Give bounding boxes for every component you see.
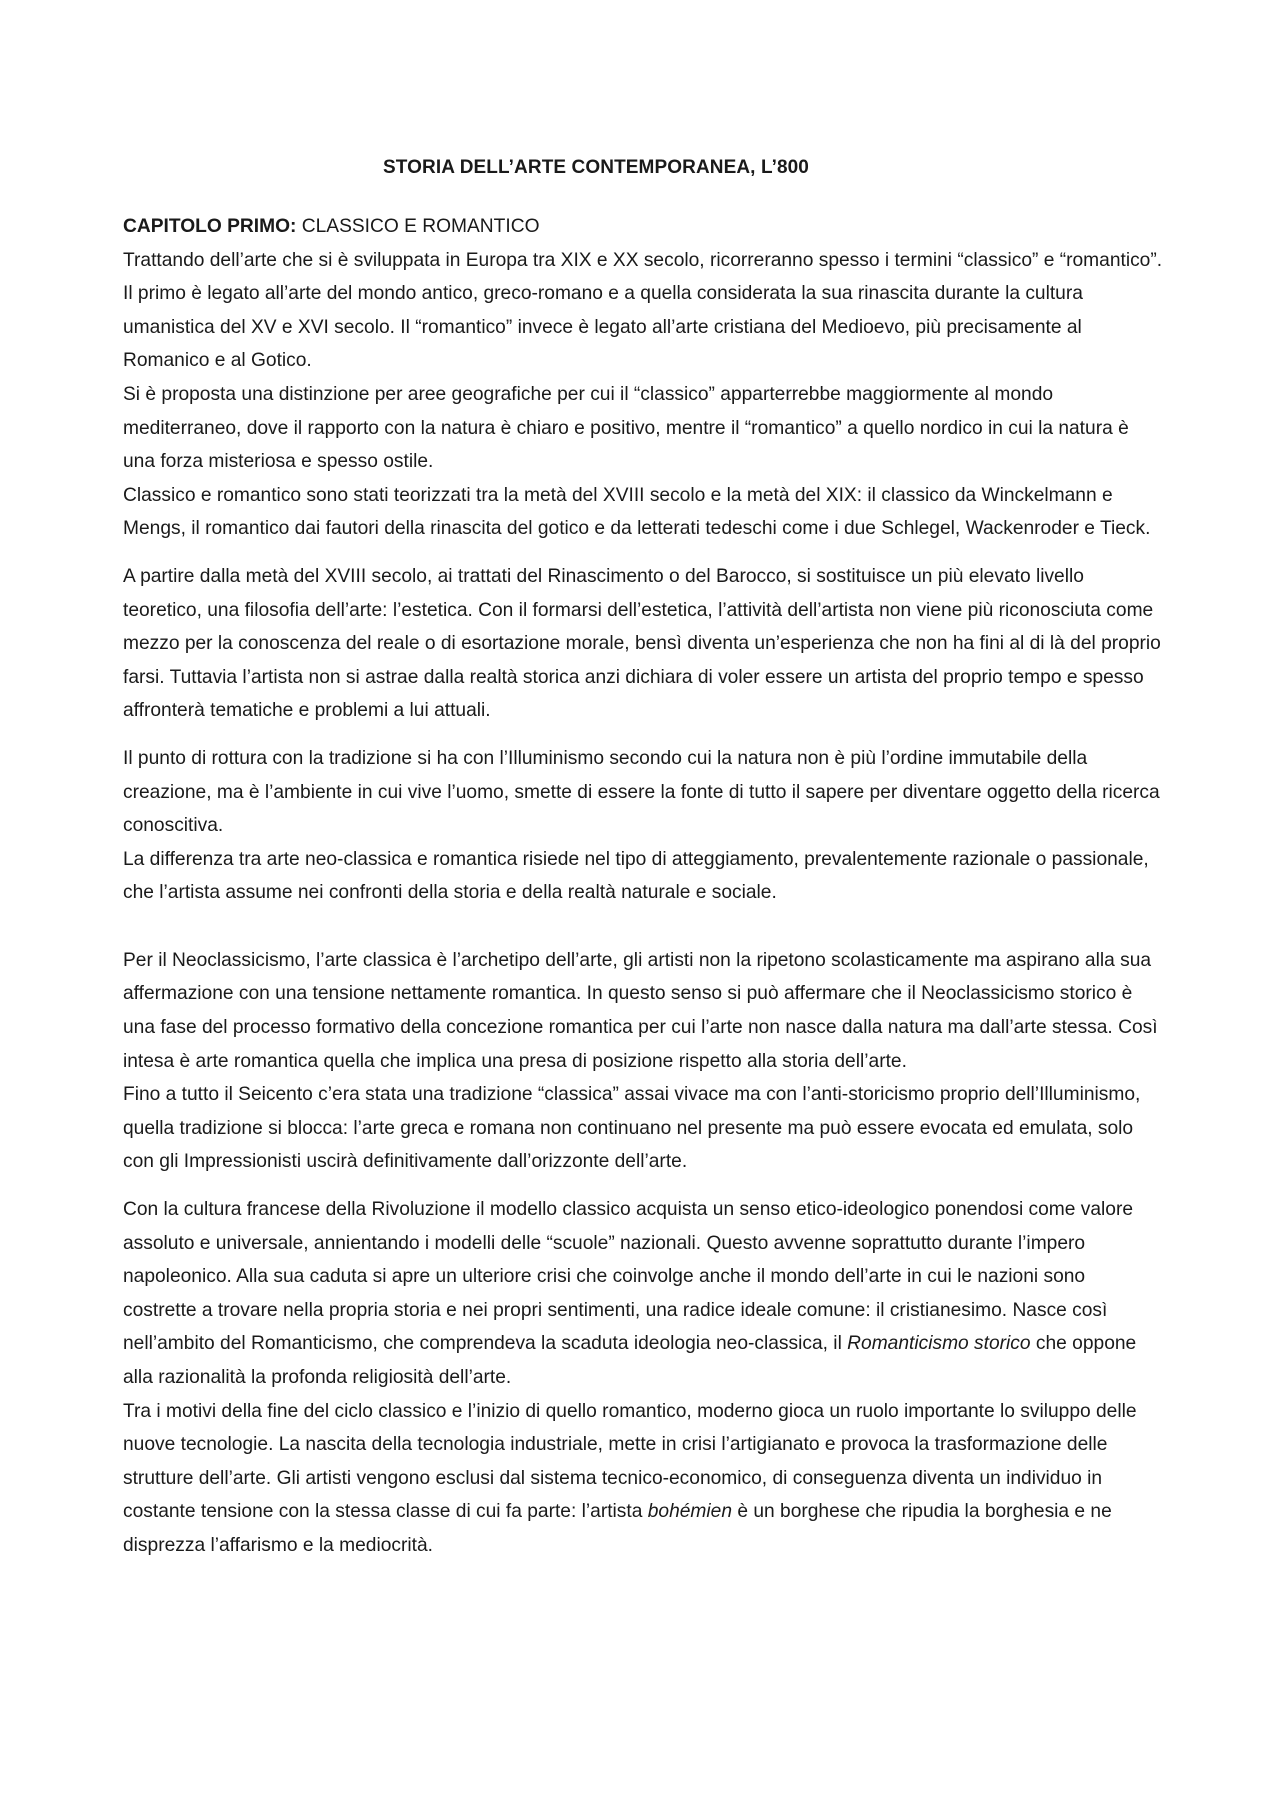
- paragraph: Trattando dell’arte che si è sviluppata in Europa tra XIX e XX secolo, ricorreranno spesso i termini “classico” e “romantico”. Il primo è legato all’arte del mondo antico, greco-romano e a quella considerata la sua rinascita durante la cultura umanistica del XV e XVI secolo. Il “romantico” invece è legato all’arte cristiana del Medioevo, più precisamente al Romanico e al Gotico.: [123, 249, 1163, 372]
- paragraph: Si è proposta una distinzione per aree geografiche per cui il “classico” apparterrebbe maggiormente al mondo mediterraneo, dove il rapporto con la natura è chiaro e positivo, mentre il “romantico” a quello nordico in cui la natura è una forza misteriosa e spesso ostile.: [123, 383, 1129, 473]
- paragraph-text: che oppone alla razionalità la profonda religiosità dell’arte.: [123, 1333, 1137, 1388]
- chapter-heading: [123, 210, 1163, 244]
- chapter-name: CLASSICO E ROMANTICO: [301, 216, 540, 237]
- paragraph: Classico e romantico sono stati teorizzati tra la metà del XVIII secolo e la metà del XIX: il classico da Winckelmann e Mengs, il romantico dai fautori della rinascita del gotico e da letterati tedeschi come i due Schlegel, Wackenroder e Tieck.: [123, 484, 1151, 540]
- paragraph: Il punto di rottura con la tradizione si ha con l’Illuminismo secondo cui la natura non è più l’ordine immutabile della creazione, ma è l’ambiente in cui vive l’uomo, smette di essere la fonte di tutto il sapere per diventare oggetto della ricerca conoscitiva.: [123, 747, 1160, 837]
- document-title: STORIA DELL’ARTE CONTEMPORANEA, L’800: [383, 157, 809, 178]
- document-body: [123, 210, 1163, 1563]
- chapter-label: CAPITOLO PRIMO:: [123, 216, 297, 237]
- paragraph: La differenza tra arte neo-classica e romantica risiede nel tipo di atteggiamento, prevalentemente razionale o passionale, che l’artista assume nei confronti della storia e della realtà naturale e sociale.: [123, 848, 1149, 904]
- paragraph: [123, 1395, 1163, 1563]
- paragraph: Fino a tutto il Seicento c’era stata una tradizione “classica” assai vivace ma con l’anti-storicismo proprio dell’Illuminismo, quella tradizione si blocca: l’arte greca e romana non continuano nel presente ma può essere evocata ed emulata, solo con gli Impressionisti uscirà definitivamente dall’orizzonte dell’arte.: [123, 1084, 1141, 1173]
- paragraph-text: è un borghese che ripudia la borghesia e ne disprezza l’affarismo e la mediocrità.: [123, 1501, 1112, 1556]
- paragraph: A partire dalla metà del XVIII secolo, ai trattati del Rinascimento o del Barocco, si sostituisce un più elevato livello teoretico, una filosofia dell’arte: l’estetica. Con il formarsi dell’estetica, l’attività dell’artista non viene più riconosciuta come mezzo per la conoscenza del reale o di esortazione morale, bensì diventa un’esperienza che non ha fini al di là del proprio farsi. Tuttavia l’artista non si astrae dalla realtà storica anzi dichiara di voler essere un artista del proprio tempo e spesso affronterà tematiche e problemi a lui attuali.: [123, 565, 1161, 722]
- italic-term: Romanticismo storico: [847, 1333, 1031, 1355]
- paragraph-text: Tra i motivi della fine del ciclo classico e l’inizio di quello romantico, moderno gioca un ruolo importante lo sviluppo delle nuove tecnologie. La nascita della tecnologia industriale, mette in crisi l’artigianato e provoca la trasformazione delle strutture dell’arte. Gli artisti vengono esclusi dal sistema tecnico-economico, di conseguenza diventa un individuo in costante tensione con la stessa classe di cui fa parte: l’artista: [123, 1400, 1137, 1523]
- italic-term: bohémien: [647, 1501, 733, 1523]
- paragraph: Per il Neoclassicismo, l’arte classica è l’archetipo dell’arte, gli artisti non la ripetono scolasticamente ma aspirano alla sua affermazione con una tensione nettamente romantica. In questo senso si può affermare che il Neoclassicismo storico è una fase del processo formativo della concezione romantica per cui l’arte non nasce dalla natura ma dall’arte stessa. Così intesa è arte romantica quella che implica una presa di posizione rispetto alla storia dell’arte.: [123, 949, 1158, 1072]
- paragraph: [123, 1193, 1163, 1395]
- paragraph-text: Con la cultura francese della Rivoluzione il modello classico acquista un senso etico-ideologico ponendosi come valore assoluto e universale, annientando i modelli delle “scuole” nazionali. Questo avvenne soprattutto durante l’impero napoleonico. Alla sua caduta si apre un ulteriore crisi che coinvolge anche il mondo dell’arte in cui le nazioni sono costrette a trovare nella propria storia e nei propri sentimenti, una radice ideale comune: il cristianesimo. Nasce così nell’ambito del Romanticismo, che comprendeva la scaduta ideologia neo-classica, il: [123, 1199, 1134, 1355]
